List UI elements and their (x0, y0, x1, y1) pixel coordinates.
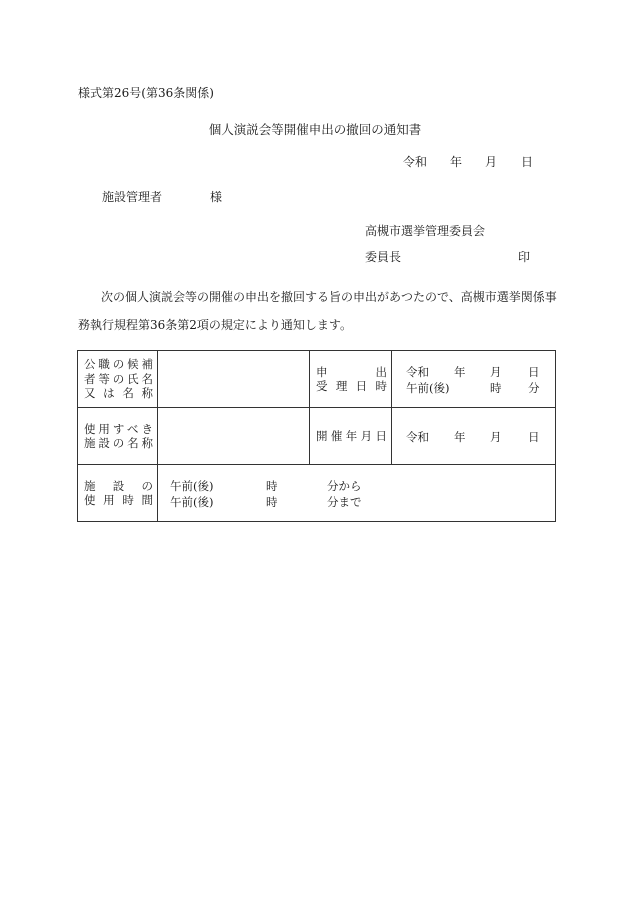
usage-time-label: 施設の 使用時間 (78, 465, 158, 522)
date-era: 令和 (403, 155, 428, 169)
issuer-organization: 高槻市選挙管理委員会 (365, 224, 486, 238)
facility-name-field[interactable] (158, 408, 310, 465)
event-date-label: 開催年月日 (310, 408, 392, 465)
form-number: 様式第26号(第36条関係) (78, 86, 214, 100)
seal-mark: 印 (518, 250, 531, 264)
addressee (102, 188, 223, 205)
receipt-datetime-field[interactable]: 令和 年 月 日 午前(後) 時 分 (392, 351, 556, 408)
facility-name-label: 使用すべき 施設の名称 (78, 408, 158, 465)
issuer-position: 委員長 (365, 250, 402, 264)
receipt-datetime-label: 申出 受理日時 (310, 351, 392, 408)
candidate-name-field[interactable] (158, 351, 310, 408)
candidate-name-label: 公職の候補 者等の氏名 又は名称 (78, 351, 158, 408)
addressee-label: 施設管理者 (102, 190, 163, 204)
date-day: 日 (521, 155, 534, 169)
usage-time-field[interactable]: 午前(後) 時 分から 午前(後) 時 分まで (158, 465, 556, 522)
document-title: 個人演説会等開催申出の撤回の通知書 (208, 122, 422, 137)
addressee-suffix: 様 (210, 190, 223, 204)
date-month: 月 (485, 155, 498, 169)
event-date-field[interactable]: 令和 年 月 日 (392, 408, 556, 465)
body-text-line-1: 次の個人演説会等の開催の申出を撤回する旨の申出があつたので、高槻市選挙関係事 (101, 290, 557, 304)
body-text-line-2: 務執行規程第36条第2項の規定により通知します。 (78, 318, 352, 332)
date-year: 年 (450, 155, 463, 169)
notice-form-table (77, 350, 556, 522)
